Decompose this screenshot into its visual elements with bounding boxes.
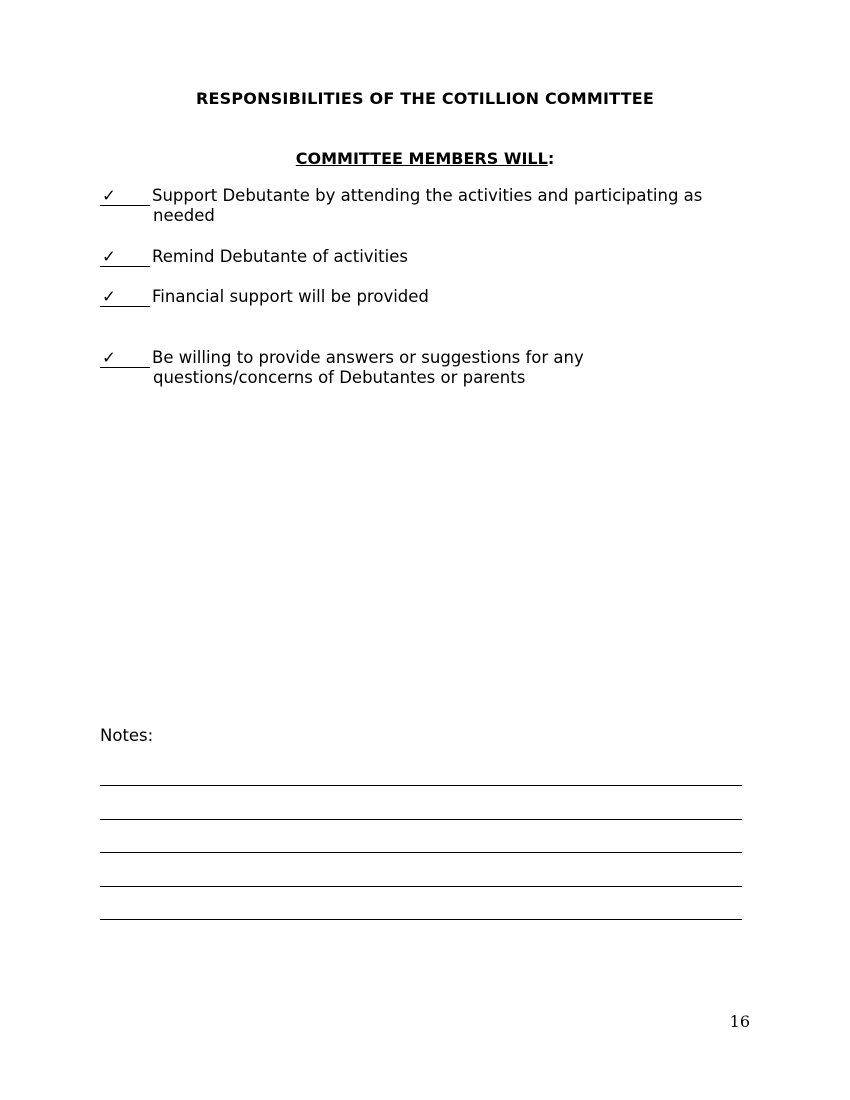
section-heading [0,149,850,168]
checklist-item-text: Be willing to provide answers or suggestions for any [152,348,584,367]
checklist-item [100,348,740,388]
section-heading-text: COMMITTEE MEMBERS WILL [295,149,548,168]
page-title: RESPONSIBILITIES OF THE COTILLION COMMITTEE [196,89,654,108]
notes-line [100,852,742,853]
checklist-item-text: Financial support will be provided [152,287,429,306]
checkmark-icon: ✓ [100,287,150,307]
checklist-item-text-continued: needed [153,206,215,225]
checkmark-icon: ✓ [100,186,150,206]
checklist-item-text: Remind Debutante of activities [152,247,408,266]
checklist-item-text-continued: questions/concerns of Debutantes or parents [153,368,526,387]
notes-line [100,819,742,820]
checklist-item-text: Support Debutante by attending the activities and participating as [152,186,703,205]
notes-line [100,886,742,887]
checklist-item [100,186,740,226]
notes-label: Notes: [100,726,154,745]
checklist-item [100,287,740,307]
notes-line [100,919,742,920]
page-number: 16 [729,1012,750,1031]
section-heading-colon: : [547,149,555,168]
checkmark-icon: ✓ [100,348,150,368]
checkmark-icon: ✓ [100,247,150,267]
checklist-item [100,247,740,267]
notes-line [100,785,742,786]
